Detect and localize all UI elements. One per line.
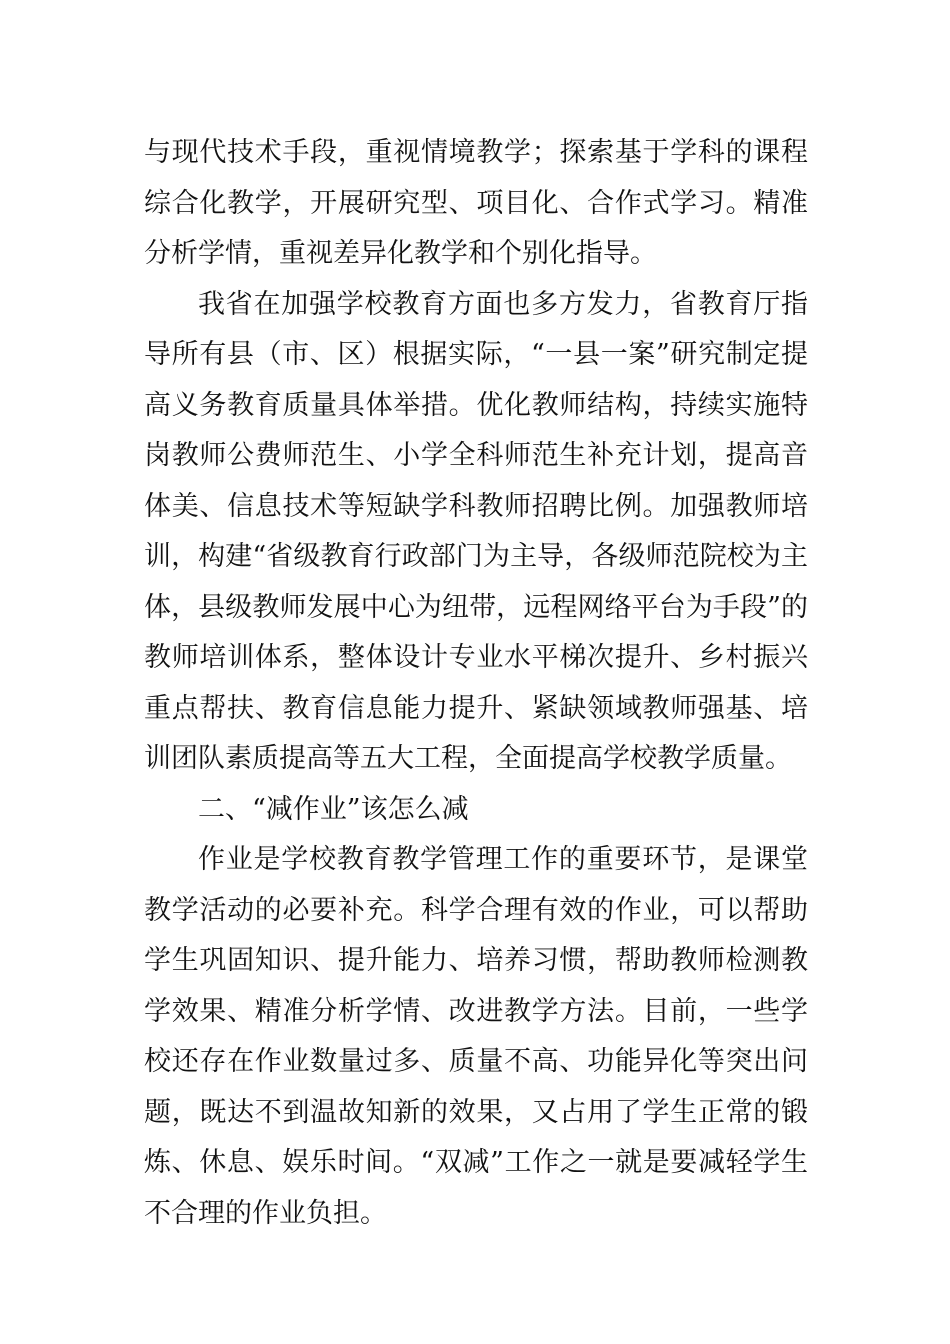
paragraph-homework: 作业是学校教育教学管理工作的重要环节，是课堂教学活动的必要补充。科学合理有效的作业，可以帮助学生巩固知识、提升能力、培养习惯，帮助教师检测教学效果、精准分析学情、改进教学方法。目前，一些学校还存在作业数量过多、质量不高、功能异化等突出问题，既达不到温故知新的效果，又占用了学生正常的锻炼、休息、娱乐时间。“双减”工作之一就是要减轻学生不合理的作业负担。 — [144, 844, 808, 1229]
paragraph-continuation: 与现代技术手段，重视情境教学；探索基于学科的课程综合化教学，开展研究型、项目化、合作式学习。精准分析学情，重视差异化教学和个别化指导。 — [144, 137, 808, 269]
paragraph-teacher-training: 我省在加强学校教育方面也多方发力，省教育厅指导所有县（市、区）根据实际，“一县一案”研究制定提高义务教育质量具体举措。优化教师结构，持续实施特岗教师公费师范生、小学全科师范生补充计划，提高音体美、信息技术等短缺学科教师招聘比例。加强教师培训，构建“省级教育行政部门为主导，各级师范院校为主体，县级教师发展中心为纽带，远程网络平台为手段”的教师培训体系，整体设计专业水平梯次提升、乡村振兴重点帮扶、教育信息能力提升、紧缺领域教师强基、培训团队素质提高等五大工程，全面提高学校教学质量。 — [144, 288, 808, 774]
section-heading-reduce-homework: 二、“减作业”该怎么减 — [198, 793, 469, 825]
document-body — [144, 128, 808, 1239]
